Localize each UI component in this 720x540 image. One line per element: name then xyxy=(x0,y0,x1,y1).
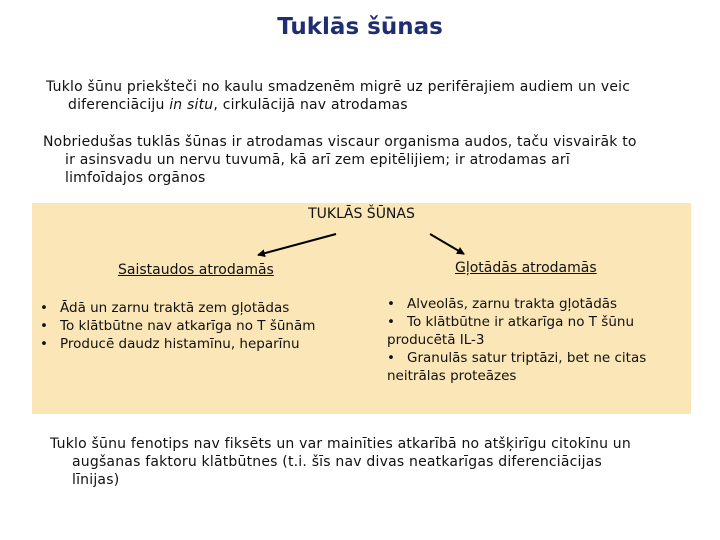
list-item-text: Alveolās, zarnu trakta gļotādās xyxy=(407,296,618,312)
mast-cell-types-box xyxy=(32,203,691,414)
list-item xyxy=(387,295,675,313)
arrow-left xyxy=(258,234,336,255)
list-item-text: To klātbūtne nav atkarīga no T šūnām xyxy=(60,318,316,334)
list-item-text: Producē daudz histamīnu, heparīnu xyxy=(60,336,300,352)
bullet-icon: • xyxy=(387,296,395,312)
list-item-text: To klātbūtne ir atkarīga no T šūnu producētā IL-3 xyxy=(387,314,635,348)
bullet-icon: • xyxy=(40,300,48,316)
text-fragment: diferenciāciju xyxy=(68,97,170,113)
paragraph-line: līnijas) xyxy=(72,472,120,488)
bullet-icon: • xyxy=(40,318,48,334)
paragraph-progenitors xyxy=(46,78,706,114)
list-item xyxy=(40,317,315,335)
bullet-icon: • xyxy=(387,314,395,330)
paragraph-line: Tuklo šūnu priekšteči no kaulu smadzenēm migrē uz perifērajiem audiem un veic xyxy=(46,79,631,95)
heading-connective-tissue: Saistaudos atrodamās xyxy=(118,262,274,278)
bullet-icon: • xyxy=(387,350,395,366)
paragraph-line: ir asinsvadu un nervu tuvumā, kā arī zem epitēlijiem; ir atrodamas arī xyxy=(65,152,570,168)
paragraph-phenotype xyxy=(50,435,710,489)
list-item xyxy=(387,349,675,385)
list-item xyxy=(387,313,675,349)
mucosal-list xyxy=(387,295,675,385)
italic-term: in situ xyxy=(169,97,214,113)
paragraph-line: limfoīdajos orgānos xyxy=(65,170,206,186)
arrow-right xyxy=(430,234,464,254)
list-item-text: Ādā un zarnu traktā zem gļotādas xyxy=(60,300,290,316)
paragraph-line: augšanas faktoru klātbūtnes (t.i. šīs nav divas neatkarīgas diferenciācijas xyxy=(72,454,603,470)
paragraph-line xyxy=(46,96,706,114)
paragraph-line: Tuklo šūnu fenotips nav fiksēts un var mainīties atkarībā no atšķirīgu citokīnu un xyxy=(50,436,631,452)
list-item xyxy=(40,335,315,353)
text-fragment: , cirkulācijā nav atrodamas xyxy=(213,97,408,113)
paragraph-mature-cells xyxy=(43,133,708,187)
list-item-text: Granulās satur triptāzi, bet ne citas neitrālas proteāzes xyxy=(387,350,647,384)
page-title: Tuklās šūnas xyxy=(277,14,443,40)
bullet-icon: • xyxy=(40,336,48,352)
list-item xyxy=(40,299,315,317)
heading-mucosal: Gļotādās atrodamās xyxy=(455,260,597,276)
connective-tissue-list xyxy=(40,299,315,353)
paragraph-line: Nobriedušas tuklās šūnas ir atrodamas viscaur organisma audos, taču visvairāk to xyxy=(43,134,637,150)
box-title: TUKLĀS ŠŪNAS xyxy=(308,206,415,222)
